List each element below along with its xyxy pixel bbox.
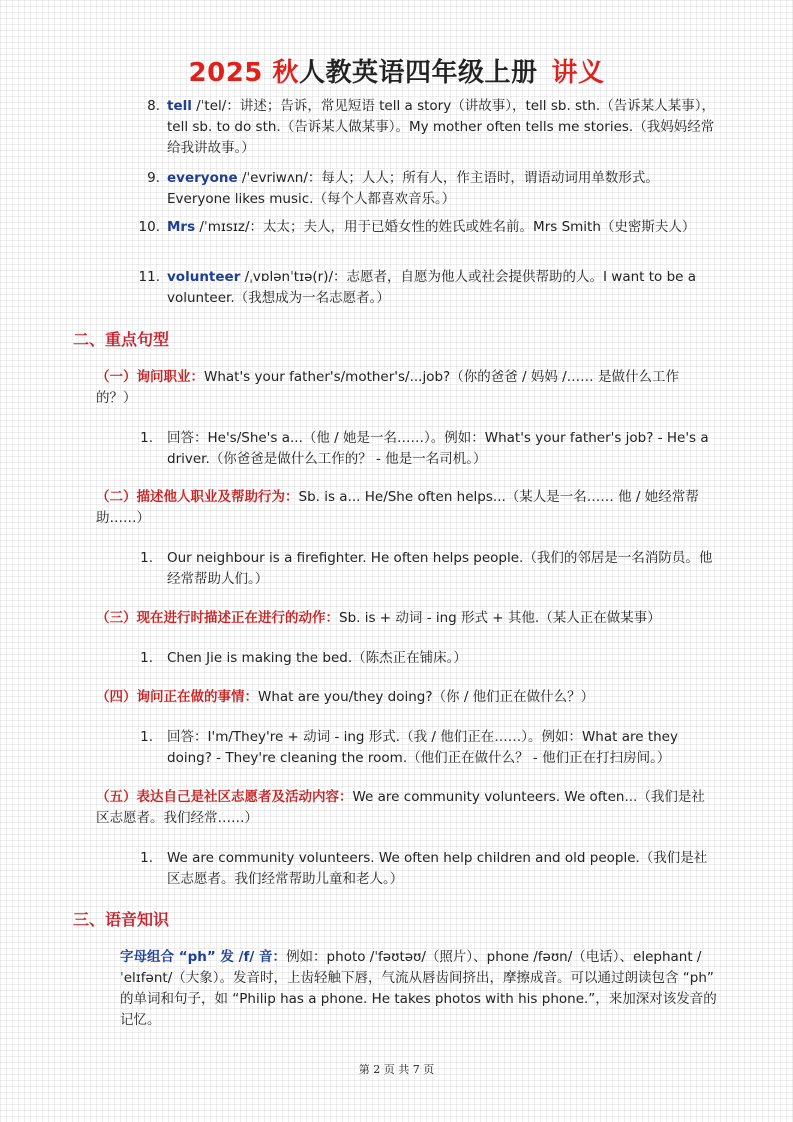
vocab-word: volunteer <box>167 269 241 285</box>
section-heading: 二、重点句型 <box>73 330 170 349</box>
vocab-item <box>167 267 715 309</box>
pattern-heading <box>96 367 696 409</box>
pattern-text: We are community volunteers. We often...（我们是社区志愿者。我们经常……） <box>96 789 705 826</box>
page-title: 2025 秋人教英语四年级上册 讲义 <box>188 58 605 88</box>
vocab-item <box>167 96 715 159</box>
example-number: 1. <box>140 850 153 866</box>
pattern-label: （四）询问正在做的事情： <box>96 689 258 705</box>
vocab-item <box>167 217 715 238</box>
pattern-label: （五）表达自己是社区志愿者及活动内容： <box>96 789 353 805</box>
vocab-number: 9. <box>147 170 160 186</box>
section-heading: 三、语音知识 <box>73 910 170 929</box>
example-number: 1. <box>140 729 153 745</box>
pattern-text: Sb. is a... He/She often helps...（某人是一名…… 他 / 她经常帮助……） <box>96 489 699 526</box>
pattern-text: What's your father's/mother's/...job?（你的爸爸 / 妈妈 /…… 是做什么工作的？） <box>96 369 679 406</box>
example-item: Our neighbour is a firefighter. He often helps people.（我们的邻居是一名消防员。他经常帮助人们。） <box>167 550 713 587</box>
pattern-heading <box>96 787 716 829</box>
pattern-heading <box>96 487 716 529</box>
vocab-word: Mrs <box>167 219 196 235</box>
vocab-definition: /ˈtel/：讲述；告诉，常见短语 tell a story（讲故事），tell sb. sth.（告诉某人某事），tell sb. to do sth.（告诉某人做某事）。My mother often tells me stories.（我妈妈经常给我讲故事。） <box>167 98 715 156</box>
phonics-text: 例如：photo /ˈfəʊtəʊ/（照片）、phone /fəʊn/（电话）、elephant /ˈelɪfənt/（大象）。发音时，上齿轻触下唇，气流从唇齿间挤出，摩擦成音。可以通过朗读包含 “ph” 的单词和句子，如 “Philip has a phone. He takes photos with his phone.”，来加深对该发音的记忆。 <box>120 949 717 1028</box>
example-number: 1. <box>140 550 153 566</box>
example-item: 回答：He's/She's a...（他 / 她是一名……）。例如：What's your father's job? - He's a driver.（你爸爸是做什么工作的？ - 他是一名司机。） <box>167 430 709 467</box>
page-number: 第 2 页 共 7 页 <box>358 1063 435 1076</box>
example-item: Chen Jie is making the bed.（陈杰正在铺床。） <box>167 650 467 666</box>
pattern-heading <box>96 687 716 708</box>
example-number: 1. <box>140 650 153 666</box>
pattern-text: Sb. is + 动词 - ing 形式 + 其他.（某人正在做某事） <box>339 610 661 626</box>
vocab-word: everyone <box>167 170 238 186</box>
vocab-number: 11. <box>138 269 160 285</box>
phonics-label: 字母组合 “ph” 发 /f/ 音： <box>120 949 287 965</box>
pattern-label: （三）现在进行时描述正在进行的动作： <box>96 610 339 626</box>
vocab-definition: /ˈmɪsɪz/：太太；夫人，用于已婚女性的姓氏或姓名前。Mrs Smith（史密斯夫人） <box>195 219 696 235</box>
pattern-label: （二）描述他人职业及帮助行为： <box>96 489 299 505</box>
example-item: We are community volunteers. We often help children and old people.（我们是社区志愿者。我们经常帮助儿童和老人。） <box>167 850 708 887</box>
pattern-text: What are you/they doing?（你 / 他们正在做什么？） <box>258 689 595 705</box>
vocab-word: tell <box>167 98 192 114</box>
phonics-paragraph <box>120 947 720 1031</box>
vocab-definition: /ˌvɒlənˈtɪə(r)/：志愿者，自愿为他人或社会提供帮助的人。I want to be a volunteer.（我想成为一名志愿者。） <box>167 269 697 306</box>
pattern-label: （一）询问职业： <box>96 369 204 385</box>
vocab-number: 8. <box>147 98 160 114</box>
vocab-number: 10. <box>138 219 160 235</box>
pattern-heading <box>96 608 716 629</box>
vocab-item <box>167 168 715 210</box>
vocab-definition: /ˈevriwʌn/：每人；人人；所有人，作主语时，谓语动词用单数形式。Everyone likes music.（每个人都喜欢音乐。） <box>167 170 659 207</box>
example-item: 回答：I'm/They're + 动词 - ing 形式.（我 / 他们正在……）。例如：What are they doing? - They're cleaning the room.（他们正在做什么？ - 他们正在打扫房间。） <box>167 729 678 766</box>
example-number: 1. <box>140 430 153 446</box>
